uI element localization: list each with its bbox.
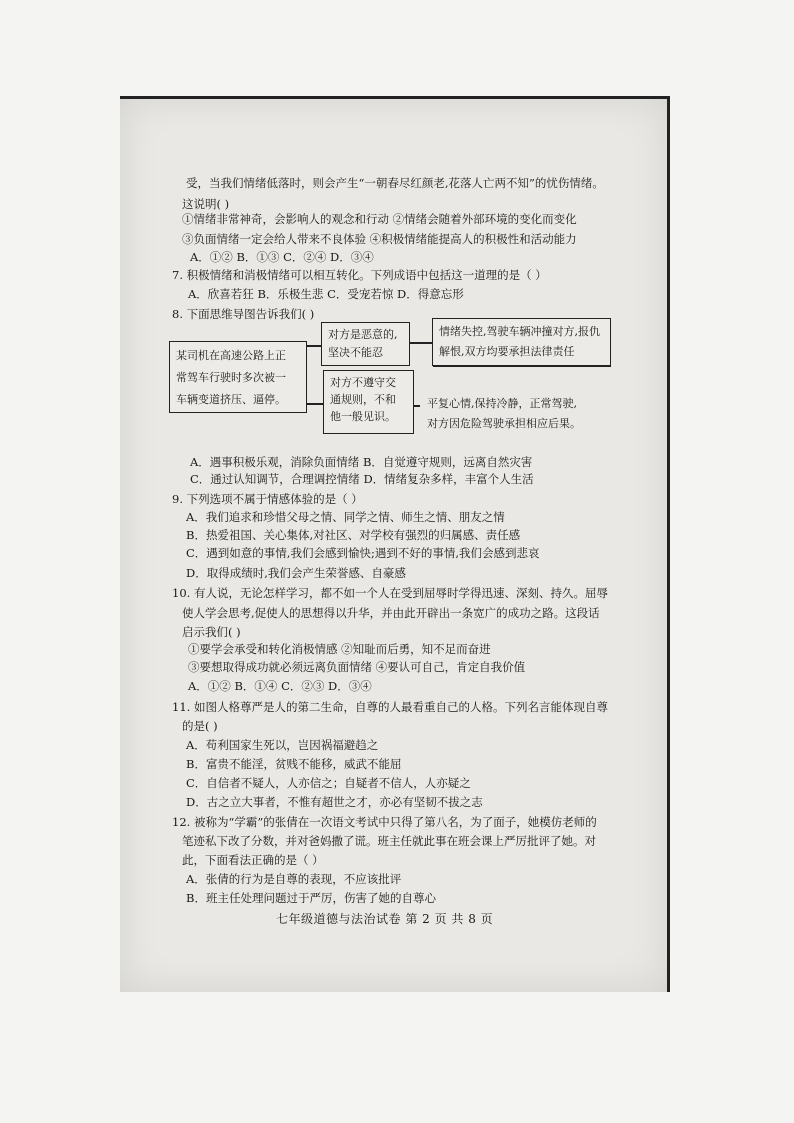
- q10-statements-3-4: ③要想取得成功就必须远离负面情绪 ④要认可自己，肯定自我价值: [188, 660, 526, 674]
- q10-line-1: 10. 有人说，无论怎样学习，都不如一个人在受到屈辱时学得迅速、深刻、持久。屈辱: [172, 586, 608, 600]
- q12-option-a: A．张倩的行为是自尊的表现，不应该批评: [186, 872, 402, 886]
- q6-statements-3-4: ③负面情绪一定会给人带来不良体验 ④积极情绪能提高人的积极性和活动能力: [182, 232, 577, 246]
- q11-stem: 的是( ): [182, 719, 218, 733]
- page-right-border: [667, 96, 670, 992]
- mindmap-root-box: 某司机在高速公路上正 常驾车行驶时多次被一 车辆变道挤压、逼停。: [169, 341, 307, 413]
- q11-option-b: B．富贵不能淫，贫贱不能移，威武不能屈: [186, 757, 402, 771]
- q9-option-b: B．热爱祖国、关心集体,对社区、对学校有强烈的归属感、责任感: [186, 528, 521, 542]
- page-footer: 七年级道德与法治试卷 第 2 页 共 8 页: [276, 912, 494, 926]
- q10-line-2: 使人学会思考,促使人的思想得以升华，并由此开辟出一条宽广的成功之路。这段话: [182, 606, 600, 620]
- q9-option-c: C．遇到如意的事情,我们会感到愉快;遇到不好的事情,我们会感到悲哀: [186, 546, 540, 560]
- q6-options: A．①② B．①③ C．②④ D．③④: [190, 250, 374, 264]
- q8-options-ab: A．遇事积极乐观，消除负面情绪 B．自觉遵守规则，远离自然灾害: [190, 455, 533, 469]
- q9-option-d: D．取得成绩时,我们会产生荣誉感、自豪感: [186, 566, 406, 580]
- q10-options: A．①② B．①④ C．②③ D．③④: [188, 679, 372, 693]
- q12-stem: 此，下面看法正确的是（ ）: [182, 853, 324, 867]
- q12-line-1: 12. 被称为“学霸”的张倩在一次语文考试中只得了第八名，为了面子，她模仿老师的: [172, 815, 597, 829]
- q8-options-cd: C．通过认知调节，合理调控情绪 D．情绪复杂多样，丰富个人生活: [190, 472, 534, 486]
- mindmap-result-calm: 平复心情,保持冷静，正常驾驶, 对方因危险驾驶承担相应后果。: [427, 397, 581, 430]
- connector-root-to-branch1: [307, 345, 321, 347]
- mindmap-branch-angry: 对方是恶意的, 坚决不能忍: [321, 322, 410, 366]
- q6-text-line: 受，当我们情绪低落时，则会产生“一朝春尽红颜老,花落人亡两不知”的忧伤情绪。: [186, 176, 604, 190]
- q10-stem: 启示我们( ): [182, 625, 241, 639]
- q9-option-a: A．我们追求和珍惜父母之情、同学之情、师生之情、朋友之情: [186, 510, 505, 524]
- q7-options: A．欣喜若狂 B．乐极生悲 C．受宠若惊 D．得意忘形: [188, 287, 464, 301]
- q11-option-c: C．自信者不疑人，人亦信之；自疑者不信人，人亦疑之: [186, 776, 471, 790]
- q10-statements-1-2: ①要学会承受和转化消极情感 ②知耻而后勇，知不足而奋进: [188, 642, 491, 656]
- connector-line: [433, 365, 611, 367]
- q12-option-b: B．班主任处理问题过于严厉，伤害了她的自尊心: [186, 891, 436, 905]
- q8-stem: 8. 下面思维导图告诉我们( ): [172, 307, 315, 321]
- connector-branch1-to-result1: [410, 342, 432, 344]
- q7-stem: 7. 积极情绪和消极情绪可以相互转化。下列成语中包括这一道理的是（ ）: [172, 268, 547, 282]
- q6-stem: 这说明( ): [182, 197, 230, 211]
- q11-option-a: A．苟利国家生死以，岂因祸福避趋之: [186, 738, 379, 752]
- q12-line-2: 笔迹私下改了分数，并对爸妈撒了谎。班主任就此事在班会课上严厉批评了她。对: [182, 834, 596, 848]
- q11-line-1: 11. 如图人格尊严是人的第二生命，自尊的人最看重自己的人格。下列名言能体现自尊: [172, 700, 608, 714]
- q11-option-d: D．古之立大事者，不惟有超世之才，亦必有坚韧不拔之志: [186, 795, 483, 809]
- q9-stem: 9. 下列选项不属于情感体验的是（ ）: [172, 492, 363, 506]
- connector-branch2-to-result2: [414, 405, 420, 407]
- q6-statements-1-2: ①情绪非常神奇，会影响人的观念和行动 ②情绪会随着外部环境的变化而变化: [182, 212, 577, 226]
- mindmap-result-out-of-control: 情绪失控,驾驶车辆冲撞对方,报仇 解恨,双方均要承担法律责任: [432, 318, 611, 366]
- page-top-border: [120, 96, 668, 99]
- connector-root-to-branch2: [307, 403, 323, 405]
- mindmap-branch-calm: 对方不遵守交 通规则，不和 他一般见识。: [323, 370, 414, 434]
